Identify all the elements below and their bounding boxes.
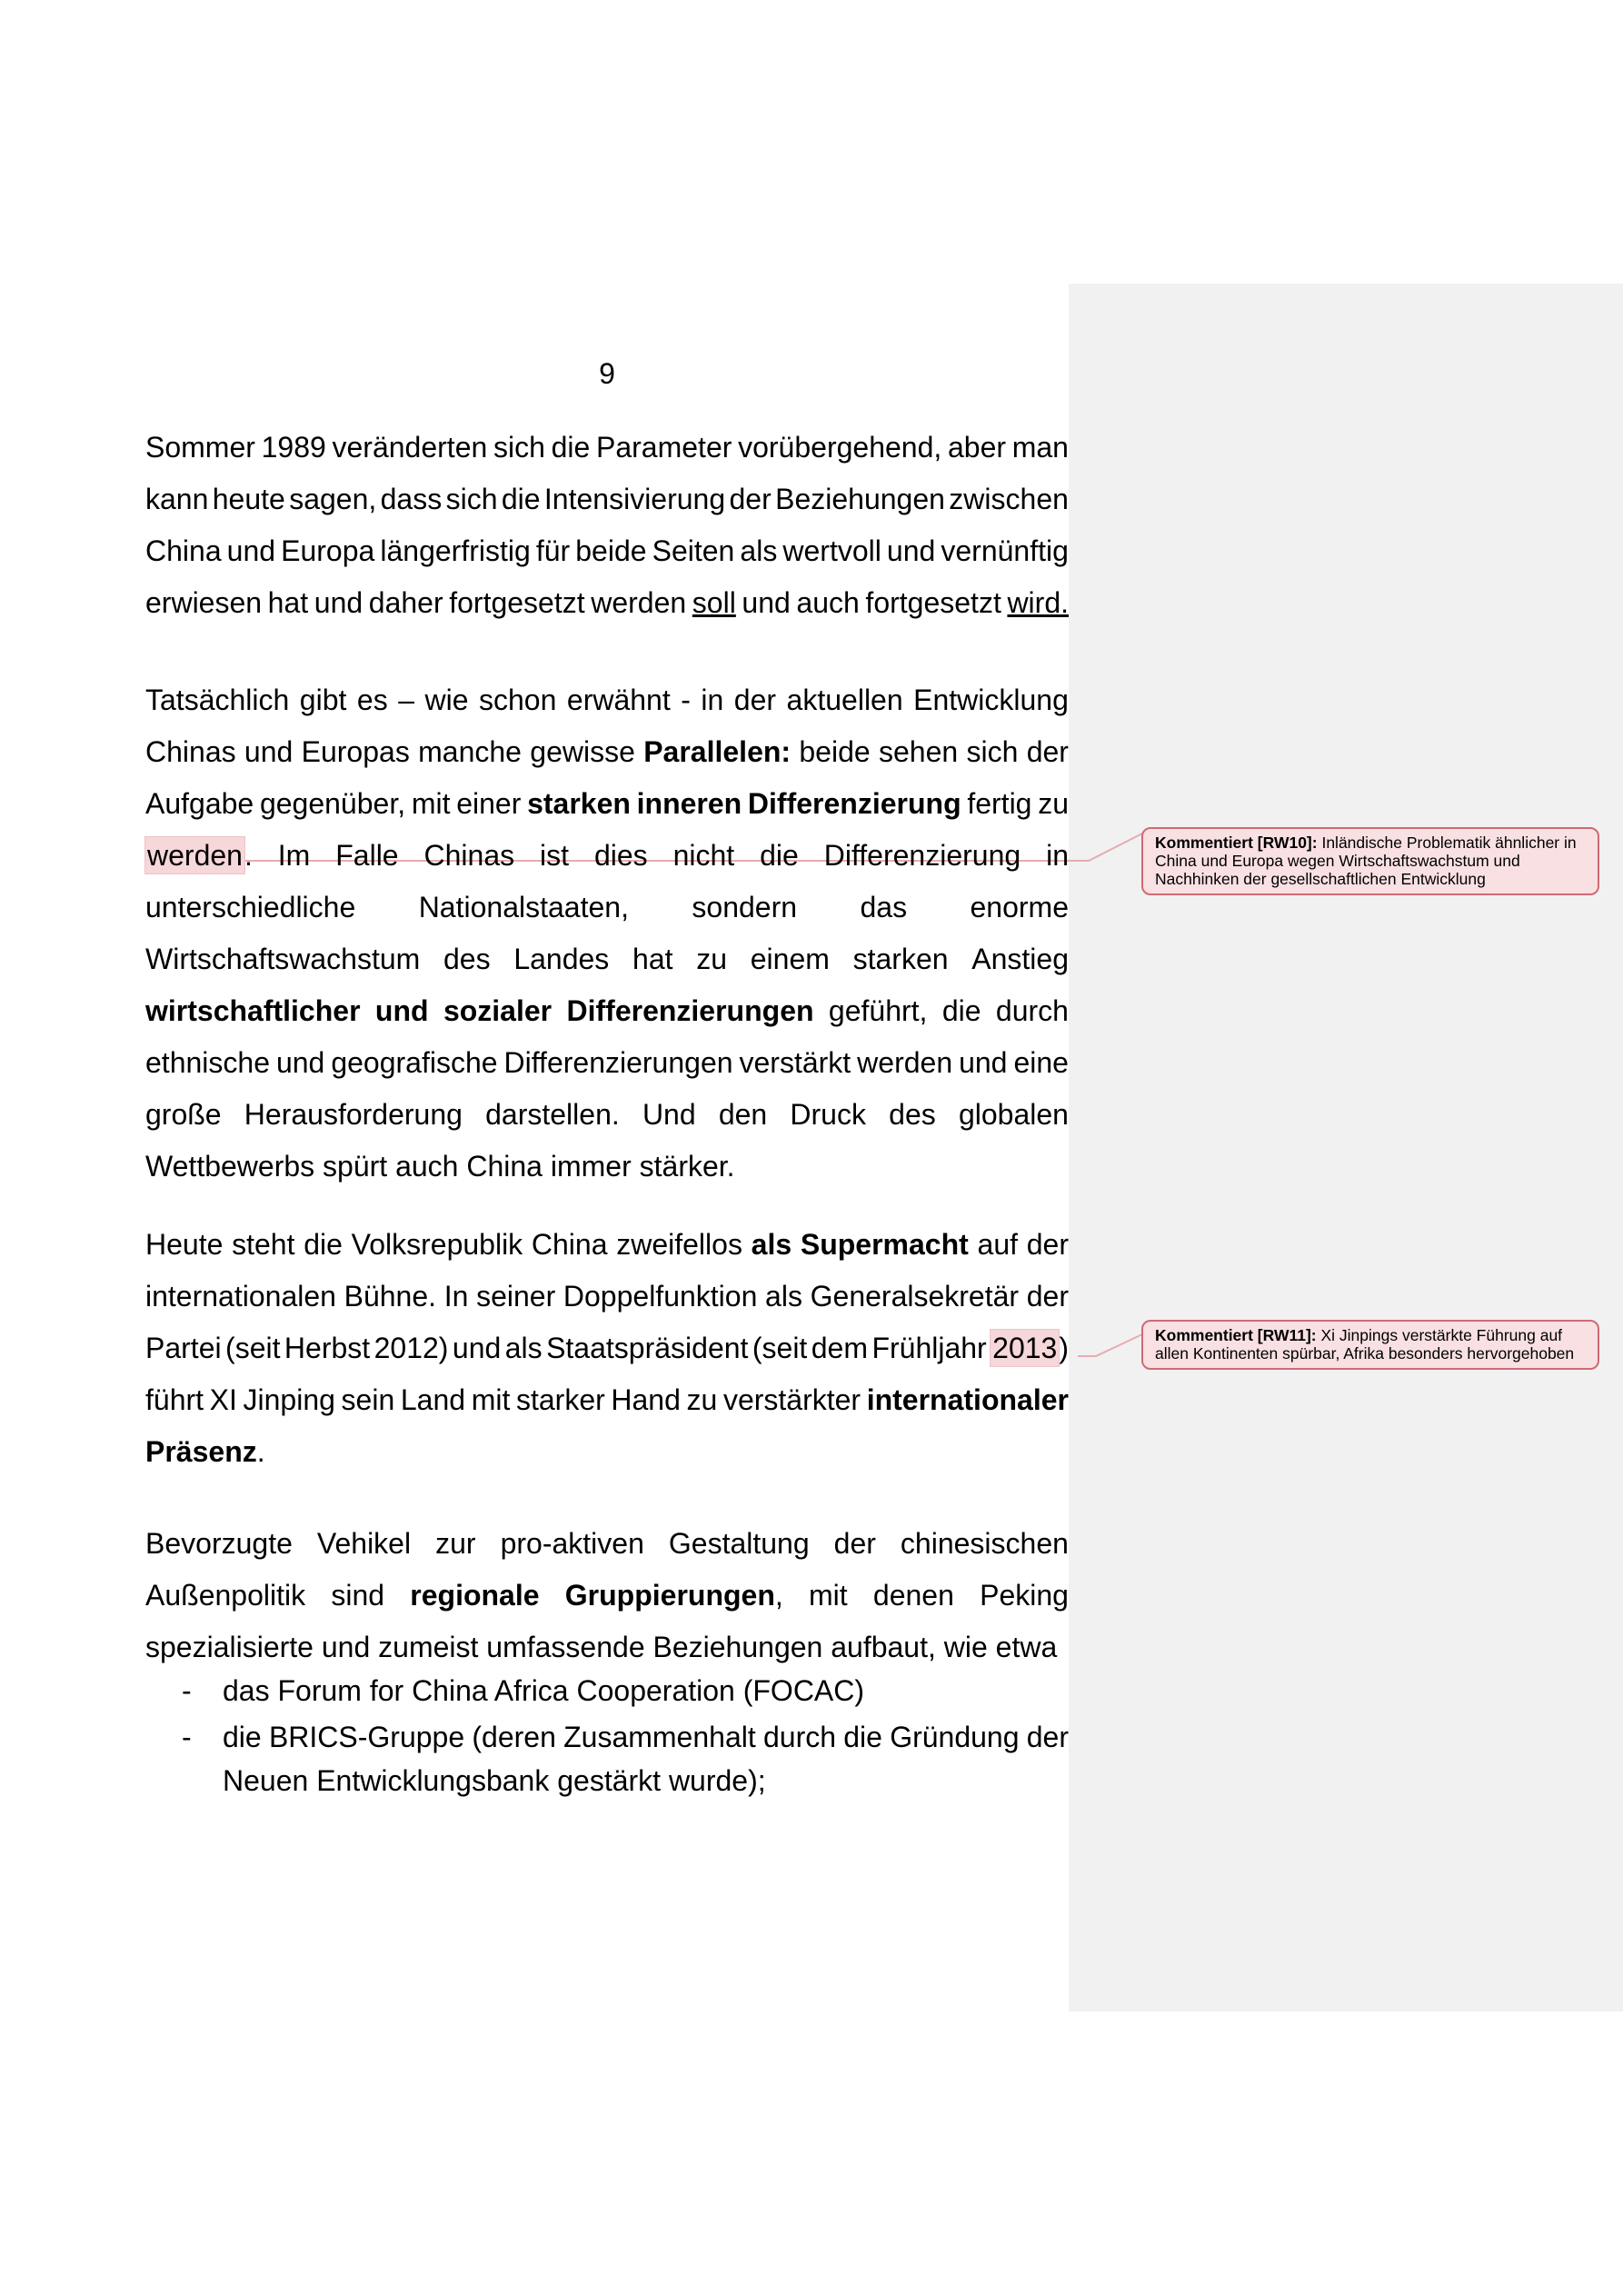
text-line: große Herausforderung darstellen. Und den Druck des globalen	[145, 1098, 1069, 1131]
comment-box[interactable]	[1141, 827, 1599, 895]
text-line: die BRICS-Gruppe (deren Zusammenhalt durch die Gründung der	[223, 1721, 1069, 1753]
comment-text: Inländische Problematik ähnlicher in China und Europa wegen Wirtschaftswachstum und Nachhinken der gesellschaftlichen Entwicklung	[1155, 834, 1577, 888]
text-line: Wirtschaftswachstum des Landes hat zu einem starken Anstieg	[145, 943, 1069, 975]
comment-anchor-highlight: werden	[147, 839, 243, 872]
text-line: Außenpolitik sind regionale Gruppierungen, mit denen Peking	[145, 1579, 1069, 1612]
text-line: spezialisierte und zumeist umfassende Beziehungen aufbaut, wie etwa	[145, 1631, 1058, 1663]
list-item	[145, 1715, 1069, 1802]
paragraph	[145, 674, 1069, 1193]
page-number	[145, 348, 1069, 400]
text-line: Präsenz.	[145, 1435, 265, 1468]
text-line: erwiesen hat und daher fortgesetzt werden soll und auch fortgesetzt wird.	[145, 586, 1069, 619]
text-line: unterschiedliche Nationalstaaten, sondern das enorme	[145, 891, 1069, 923]
text-line: Sommer 1989 veränderten sich die Parameter vorübergehend, aber man	[145, 431, 1069, 464]
comment-label: Kommentiert [RW10]:	[1155, 834, 1318, 852]
text-line: werden. Im Falle Chinas ist dies nicht die Differenzierung in	[147, 839, 1069, 872]
text-line: Aufgabe gegenüber, mit einer starken inneren Differenzierung fertig zu	[145, 787, 1069, 820]
text-line: Bevorzugte Vehikel zur pro-aktiven Gestaltung der chinesischen	[145, 1527, 1069, 1560]
text-line: Heute steht die Volksrepublik China zweifellos als Supermacht auf der	[145, 1228, 1069, 1261]
bullet-marker: -	[182, 1674, 192, 1707]
text-line: Tatsächlich gibt es – wie schon erwähnt - in der aktuellen Entwicklung	[145, 684, 1069, 716]
comment-label: Kommentiert [RW11]:	[1155, 1326, 1317, 1344]
text-line: Chinas und Europas manche gewisse Parallelen: beide sehen sich der	[145, 735, 1069, 768]
comment-box[interactable]	[1141, 1320, 1599, 1370]
paragraph	[145, 1219, 1069, 1478]
comment-pane	[1069, 284, 1623, 2011]
text-line: China und Europa längerfristig für beide Seiten als wertvoll und vernünftig	[145, 534, 1069, 567]
bullet-marker: -	[182, 1721, 192, 1753]
text-line: Neuen Entwicklungsbank gestärkt wurde);	[223, 1764, 766, 1797]
comment-anchor-highlight: 2013	[992, 1332, 1058, 1364]
paragraph	[145, 422, 1069, 629]
text-line: internationalen Bühne. In seiner Doppelfunktion als Generalsekretär der	[145, 1280, 1069, 1313]
text-line: Partei (seit Herbst 2012) und als Staatspräsident (seit dem Frühljahr 2013)	[145, 1332, 1069, 1364]
text-line: 9	[599, 357, 615, 390]
text-line: wirtschaftlicher und sozialer Differenzierungen geführt, die durch	[145, 994, 1069, 1027]
paragraph	[145, 1518, 1069, 1673]
comment-text: Xi Jinpings verstärkte Führung auf allen Kontinenten spürbar, Afrika besonders hervorgehoben	[1155, 1326, 1575, 1363]
text-line: das Forum for China Africa Cooperation (FOCAC)	[223, 1674, 865, 1707]
text-line: ethnische und geografische Differenzierungen verstärkt werden und eine	[145, 1046, 1069, 1079]
text-line: führt XI Jinping sein Land mit starker Hand zu verstärkter internationaler	[145, 1383, 1069, 1416]
list-item	[145, 1665, 1069, 1717]
text-line: kann heute sagen, dass sich die Intensivierung der Beziehungen zwischen	[145, 483, 1069, 515]
text-line: Wettbewerbs spürt auch China immer stärker.	[145, 1150, 735, 1183]
